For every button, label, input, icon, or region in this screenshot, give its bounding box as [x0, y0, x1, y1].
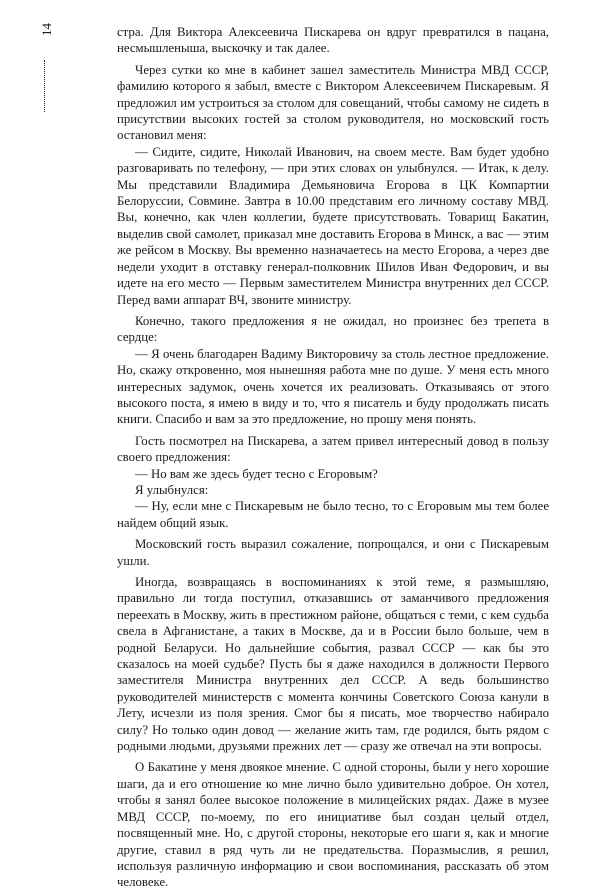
- page-margin: [30, 20, 60, 120]
- paragraph: — Но вам же здесь будет тесно с Егоровым?: [135, 466, 378, 481]
- dotted-rule: [44, 60, 45, 112]
- paragraph: Я улыбнулся:: [135, 482, 209, 497]
- paragraph: Иногда, возвращаясь в воспоминаниях к этой теме, я размышляю, правильно ли тогда поступил, отказавшись от заманчивого предложения переехать в Москву, жить в престижном районе, общаться с теми, с кем судьба свела в Афганистане, а таких в Москве, да и в России было больше, чем в родной Беларуси. Но дальнейшие события, развал СССР — как бы это сказалось на моей судьбе? Пусть бы я даже находился в должности Первого заместителя Министра внутренних дел СССР. А ведь большинство руководителей министерств с момента кончины Советского Союза канули в Лету, исчезли из поля зрения. Смог бы я писать, мое творчество набирало силу? Но только один довод — желание жить там, где родился, быть рядом с родными людьми, друзьями прежних лет — сразу же отвечал на эти вопросы.: [117, 575, 549, 754]
- paragraph: Московский гость выразил сожаление, попрощался, и они с Пискаревым ушли.: [117, 537, 549, 568]
- paragraph: Через сутки ко мне в кабинет зашел заместитель Министра МВД СССР, фамилию которого я забыл, вместе с Виктором Алексеевичем Пискаревым. Я предложил им устроиться за столом для совещаний, чтобы самому не сидеть в присутствии высоких гостей за столом руководителя, но московский гость остановил меня:: [117, 62, 549, 143]
- body-text: [117, 24, 549, 891]
- paragraph: — Сидите, сидите, Николай Иванович, на своем месте. Вам будет удобно разговаривать по телефону, — при этих словах он улыбнулся. — Итак, к делу. Мы представили Владимира Демьяновича Егорова в ЦК Компартии Белоруссии, Совмине. Завтра в 10.00 представим его личному составу МВД. Вы, конечно, как член коллегии, будете присутствовать. Товарищ Бакатин, выделив свой самолет, приказал мне доставить Егорова в Минск, а вас — этим же рейсом в Москву. Вы временно назначаетесь на место Егорова, а через две недели уходит в отставку генерал-полковник Шилов Иван Федорович, и вы идете на его место — Первым заместителем Министра внутренних дел СССР. Перед вами аппарат ВЧ, звоните министру.: [117, 144, 549, 307]
- paragraph: Гость посмотрел на Пискарева, а затем привел интересный довод в пользу своего предложения:: [117, 433, 549, 465]
- paragraph: О Бакатине у меня двоякое мнение. С одной стороны, были у него хорошие шаги, да и его отношение ко мне лично было удивительно доброе. Он хотел, чтобы я занял более высокое положение в милицейских рядах. Даже в музее МВД СССР, по-моему, по его инициативе был создан целый отдел, посвященный мне. Но, с другой стороны, некоторые его шаги я, как и многие другие, ставил в ряд чуть ли не предательства. Поразмыслив, я решил, используя различную информацию и свои воспоминания, рассказать об этом человеке.: [117, 760, 549, 890]
- paragraph: Конечно, такого предложения я не ожидал, но произнес без трепета в сердце:: [117, 313, 549, 345]
- paragraph: стра. Для Виктора Алексеевича Пискарева он вдруг превратился в пацана, несмышленыша, выскочку и так далее.: [117, 25, 549, 56]
- paragraph: — Я очень благодарен Вадиму Викторовичу за столь лестное предложение. Но, скажу откровенно, моя нынешняя работа мне по душе. У меня есть много интересных задумок, очень хочется их реализовать. Отказываясь от этого высокого поста, я имею в виду и то, что я писатель и буду продолжать писать книги. Спасибо и вам за это предложение, но прошу меня понять.: [117, 346, 549, 427]
- paragraph: — Ну, если мне с Пискаревым не было тесно, то с Егоровым мы тем более найдем общий язык.: [117, 499, 549, 530]
- page-number: 14: [39, 23, 54, 36]
